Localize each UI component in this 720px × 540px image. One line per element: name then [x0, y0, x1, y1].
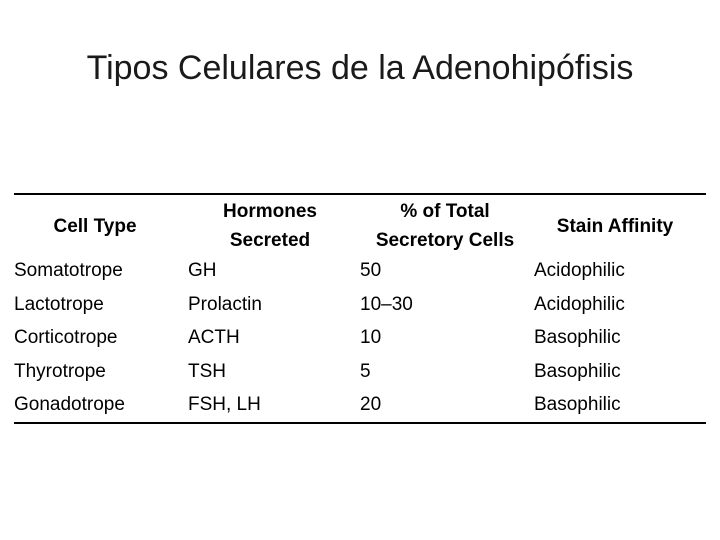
cell-type-somatotrope: Somatotrope: [14, 260, 123, 281]
stain-row-2: Acidophilic: [534, 293, 625, 315]
header-hormones: [190, 197, 350, 255]
column-stain: [534, 254, 625, 422]
cell-type-lactotrope: Lactotrope: [14, 293, 104, 315]
header-stain: [540, 212, 690, 241]
header-stain-line: Stain Affinity: [556, 216, 674, 237]
table-top-rule: [14, 193, 706, 195]
header-cell-type-line: Cell Type: [53, 216, 137, 237]
header-percent-line-1: % of Total: [400, 201, 490, 222]
header-percent: [355, 197, 535, 255]
header-hormones-line-1: Hormones: [223, 201, 317, 222]
hormone-row-4: TSH: [188, 360, 226, 382]
percent-row-5: 20: [360, 394, 382, 415]
percent-row-4: 5: [360, 360, 371, 382]
stain-row-3: Basophilic: [534, 327, 621, 348]
header-percent-line-2: Secretory Cells: [375, 230, 515, 251]
percent-row-3: 10: [360, 327, 382, 348]
hormone-row-2: Prolactin: [188, 293, 262, 315]
slide-title: Tipos Celulares de la Adenohipófisis: [86, 49, 634, 87]
stain-row-1: Acidophilic: [534, 260, 625, 281]
stain-row-4: Basophilic: [534, 360, 621, 382]
hormone-row-1: GH: [188, 260, 217, 281]
cell-type-gonadotrope: Gonadotrope: [14, 394, 125, 415]
cell-type-corticotrope: Corticotrope: [14, 327, 118, 348]
column-hormones: [188, 254, 262, 422]
header-hormones-line-2: Secreted: [229, 230, 311, 251]
hormone-row-5: FSH, LH: [188, 394, 261, 415]
percent-row-1: 50: [360, 260, 382, 281]
percent-row-2: 10–30: [360, 293, 413, 315]
stain-row-5: Basophilic: [534, 394, 621, 415]
cell-type-thyrotrope: Thyrotrope: [14, 360, 106, 382]
header-cell-type: [20, 212, 170, 241]
column-percent: [360, 254, 413, 422]
hormone-row-3: ACTH: [188, 327, 240, 348]
column-cell-type: [14, 254, 125, 422]
table-bottom-rule: [14, 422, 706, 424]
